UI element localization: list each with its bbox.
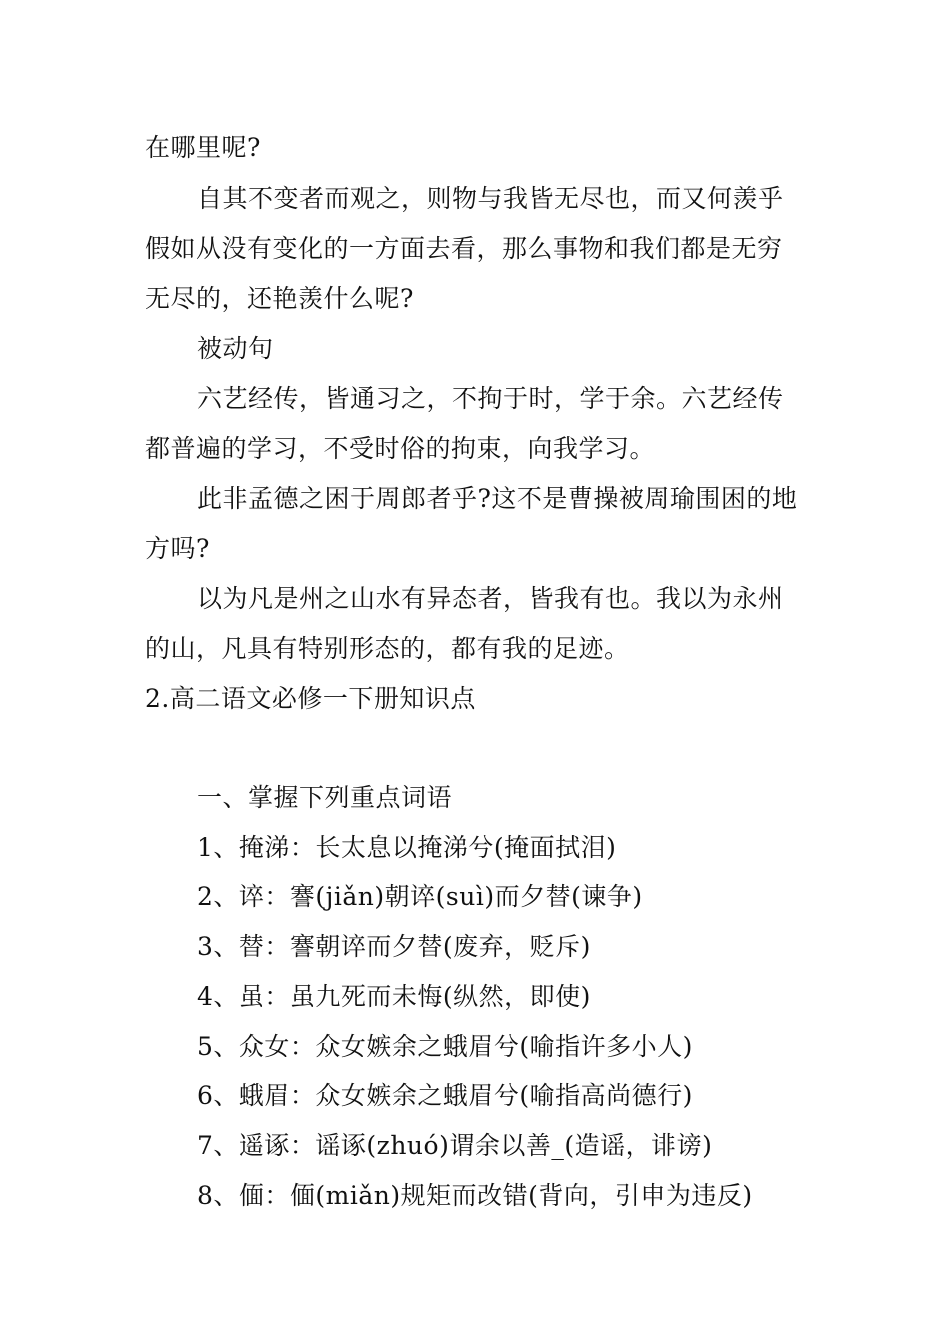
text-line: 方吗? (145, 534, 210, 563)
text-line: 都普遍的学习，不受时俗的拘束，向我学习。 (145, 434, 656, 463)
text-line: 无尽的，还艳羡什么呢? (145, 284, 414, 313)
text-line: 在哪里呢? (145, 133, 261, 162)
text-line: 假如从没有变化的一方面去看，那么事物和我们都是无穷 (145, 234, 783, 263)
text-line: 六艺经传，皆通习之，不拘于时，学于余。六艺经传 (197, 384, 784, 413)
list-item: 3、替：謇朝谇而夕替(废弃，贬斥) (197, 932, 591, 961)
section-heading: 被动句 (197, 334, 274, 363)
list-item: 7、遥诼：谣诼(zhuó)谓余以善_(造谣，诽谤) (197, 1131, 713, 1160)
list-item: 4、虽：虽九死而未悔(纵然，即使) (197, 982, 591, 1011)
section-heading: 一、掌握下列重点词语 (197, 783, 453, 812)
list-item: 5、众女：众女嫉余之蛾眉兮(喻指许多小人) (197, 1032, 693, 1061)
list-item: 6、蛾眉：众女嫉余之蛾眉兮(喻指高尚德行) (197, 1081, 693, 1110)
list-item: 1、掩涕：长太息以掩涕兮(掩面拭泪) (197, 833, 617, 862)
list-item: 2、谇：謇(jiǎn)朝谇(suì)而夕替(谏争) (197, 882, 643, 911)
text-line: 以为凡是州之山水有异态者，皆我有也。我以为永州 (197, 584, 784, 613)
text-line: 的山，凡具有特别形态的，都有我的足迹。 (145, 634, 630, 663)
text-line: 此非孟德之困于周郎者乎?这不是曹操被周瑜围困的地 (197, 484, 798, 513)
list-item: 8、偭：偭(miǎn)规矩而改错(背向，引申为违反) (197, 1181, 753, 1210)
section-title: 2.高二语文必修一下册知识点 (145, 684, 476, 713)
text-line: 自其不变者而观之，则物与我皆无尽也，而又何羡乎 (197, 184, 784, 213)
